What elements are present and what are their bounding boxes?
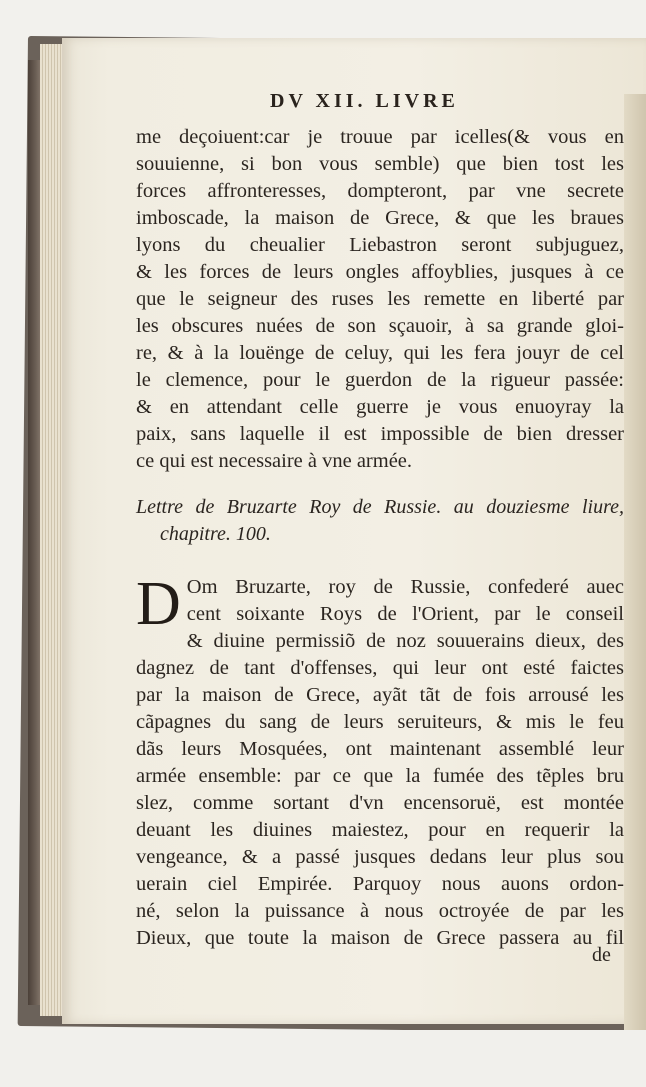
letter-line-4: dagnez de tant d'offenses, qui leur ont esté faictes bbox=[136, 657, 624, 679]
body-line-10: le clemence, pour le guerdon de la rigueur passée: bbox=[136, 369, 624, 391]
letter-line-13: né, selon la puissance à nous octroyée de par les bbox=[136, 900, 624, 922]
running-head: DV XII. LIVRE bbox=[270, 90, 459, 112]
letter-text bbox=[136, 570, 624, 952]
letter-heading bbox=[136, 494, 624, 548]
heading-line-1: Lettre de Bruzarte Roy de Russie. au douziesme liure, bbox=[136, 496, 624, 518]
drop-cap: D bbox=[136, 570, 181, 638]
page-fold-shadow bbox=[624, 94, 646, 1074]
background-margin bbox=[0, 1030, 646, 1087]
body-line-12: paix, sans laquelle il est impossible de bien dresser bbox=[136, 423, 624, 445]
letter-line-10: deuant les diuines maiestez, pour en requerir la bbox=[136, 819, 624, 841]
letter-line-1: Om Bruzarte, roy de Russie, confederé auec bbox=[186, 576, 624, 598]
body-line-6: & les forces de leurs ongles affoyblies, jusques à ce bbox=[136, 261, 624, 283]
body-line-1: me deçoiuent:car je trouue par icelles(& vous en bbox=[136, 126, 624, 148]
letter-line-7: dãs leurs Mosquées, ont maintenant assemblé leur bbox=[136, 738, 624, 760]
body-line-13: ce qui est necessaire à vne armée. bbox=[136, 450, 413, 472]
body-line-11: & en attendant celle guerre je vous enuoyray la bbox=[136, 396, 624, 418]
body-line-3: forces affronteresses, dompteront, par vne secrete bbox=[136, 180, 624, 202]
body-line-7: que le seigneur des ruses les remette en liberté par bbox=[136, 288, 624, 310]
heading-line-2: chapitre. 100. bbox=[160, 523, 271, 545]
body-line-8: les obscures nuées de son sçauoir, à sa grande gloi- bbox=[136, 315, 624, 337]
letter-line-9: slez, comme sortant d'vn encensoruë, est montée bbox=[136, 792, 624, 814]
body-line-5: lyons du cheualier Liebastron seront subjuguez, bbox=[136, 234, 624, 256]
letter-line-11: vengeance, & a passé jusques dedans leur plus sou bbox=[136, 846, 624, 868]
letter-line-6: cãpagnes du sang de leurs seruiteurs, & mis le feu bbox=[136, 711, 624, 733]
body-line-2: souuienne, si bon vous semble) que bien tost les bbox=[136, 153, 624, 175]
catchword: de bbox=[592, 944, 611, 966]
body-line-9: re, & à la louënge de celuy, qui les fera jouyr de cel bbox=[136, 342, 624, 364]
letter-line-8: armée ensemble: par ce que la fumée des tẽples bru bbox=[136, 765, 624, 787]
letter-line-12: uerain ciel Empirée. Parquoy nous auons ordon- bbox=[136, 873, 624, 895]
letter-line-3: & diuine permissiõ de noz souuerains dieux, des bbox=[186, 630, 624, 652]
letter-line-2: cent soixante Roys de l'Orient, par le conseil bbox=[186, 603, 624, 625]
letter-line-14: Dieux, que toute la maison de Grece passera au fil bbox=[136, 927, 624, 949]
body-text bbox=[136, 124, 624, 475]
letter-line-5: par la maison de Grece, ayãt tãt de fois arrousé les bbox=[136, 684, 624, 706]
body-line-4: imboscade, la maison de Grece, & que les braues bbox=[136, 207, 624, 229]
